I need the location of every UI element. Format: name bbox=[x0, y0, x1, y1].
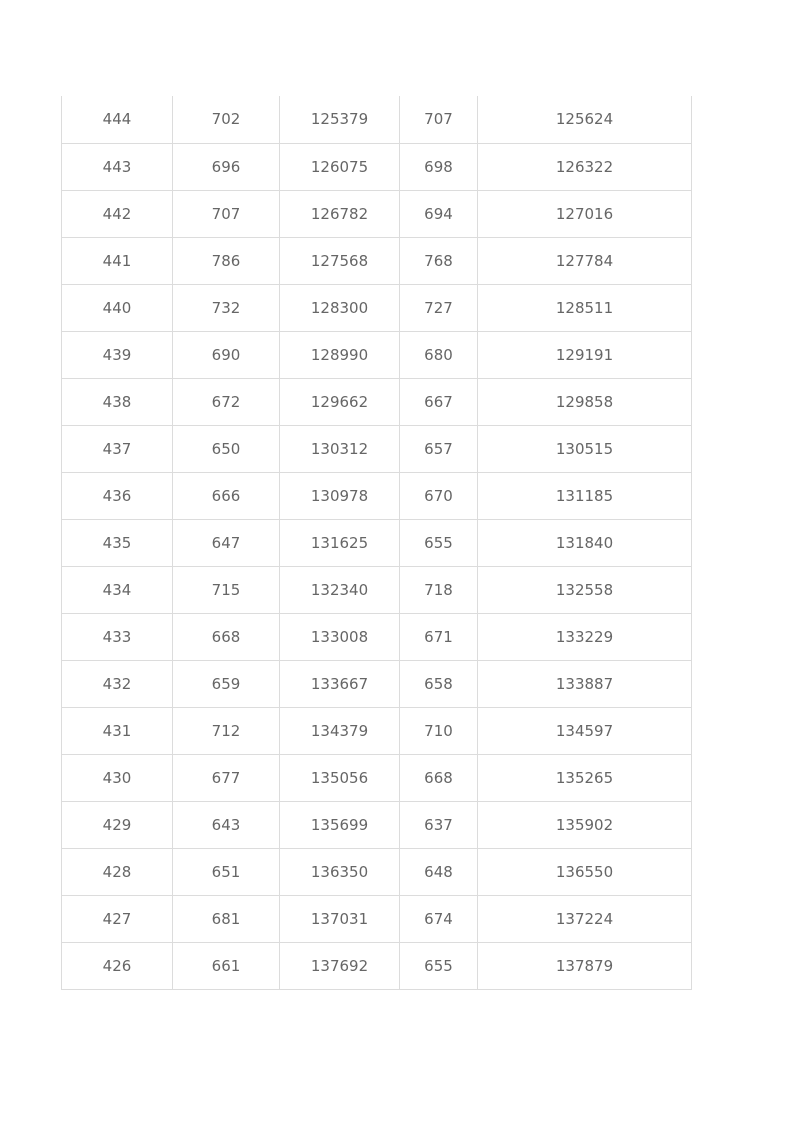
score-cell: 431 bbox=[62, 707, 173, 754]
count-a-cell: 786 bbox=[173, 237, 280, 284]
score-cell: 427 bbox=[62, 895, 173, 942]
count-b-cell: 707 bbox=[400, 96, 478, 143]
score-cell: 432 bbox=[62, 660, 173, 707]
table-row bbox=[62, 143, 692, 190]
table-row bbox=[62, 378, 692, 425]
count-b-cell: 680 bbox=[400, 331, 478, 378]
cumulative-b-cell: 126322 bbox=[478, 143, 692, 190]
cumulative-a-cell: 128990 bbox=[280, 331, 400, 378]
cumulative-b-cell: 125624 bbox=[478, 96, 692, 143]
count-a-cell: 715 bbox=[173, 566, 280, 613]
count-a-cell: 677 bbox=[173, 754, 280, 801]
table-row bbox=[62, 284, 692, 331]
cumulative-b-cell: 137879 bbox=[478, 942, 692, 989]
score-cell: 438 bbox=[62, 378, 173, 425]
cumulative-b-cell: 129858 bbox=[478, 378, 692, 425]
score-cell: 434 bbox=[62, 566, 173, 613]
score-cell: 441 bbox=[62, 237, 173, 284]
count-a-cell: 707 bbox=[173, 190, 280, 237]
table-body bbox=[62, 96, 692, 989]
cumulative-a-cell: 126782 bbox=[280, 190, 400, 237]
cumulative-a-cell: 135056 bbox=[280, 754, 400, 801]
cumulative-b-cell: 137224 bbox=[478, 895, 692, 942]
table-row bbox=[62, 190, 692, 237]
cumulative-a-cell: 130978 bbox=[280, 472, 400, 519]
count-b-cell: 655 bbox=[400, 942, 478, 989]
cumulative-a-cell: 133008 bbox=[280, 613, 400, 660]
cumulative-a-cell: 128300 bbox=[280, 284, 400, 331]
count-a-cell: 690 bbox=[173, 331, 280, 378]
score-cell: 435 bbox=[62, 519, 173, 566]
count-a-cell: 672 bbox=[173, 378, 280, 425]
cumulative-b-cell: 135265 bbox=[478, 754, 692, 801]
count-b-cell: 670 bbox=[400, 472, 478, 519]
count-a-cell: 668 bbox=[173, 613, 280, 660]
score-cell: 433 bbox=[62, 613, 173, 660]
score-cell: 439 bbox=[62, 331, 173, 378]
count-a-cell: 647 bbox=[173, 519, 280, 566]
cumulative-b-cell: 131840 bbox=[478, 519, 692, 566]
table-row bbox=[62, 660, 692, 707]
count-b-cell: 671 bbox=[400, 613, 478, 660]
count-b-cell: 710 bbox=[400, 707, 478, 754]
table-row bbox=[62, 566, 692, 613]
count-a-cell: 650 bbox=[173, 425, 280, 472]
count-a-cell: 702 bbox=[173, 96, 280, 143]
score-cell: 428 bbox=[62, 848, 173, 895]
score-cell: 440 bbox=[62, 284, 173, 331]
table-row bbox=[62, 237, 692, 284]
score-cell: 426 bbox=[62, 942, 173, 989]
cumulative-a-cell: 127568 bbox=[280, 237, 400, 284]
count-a-cell: 696 bbox=[173, 143, 280, 190]
count-a-cell: 661 bbox=[173, 942, 280, 989]
count-b-cell: 718 bbox=[400, 566, 478, 613]
table-row bbox=[62, 942, 692, 989]
cumulative-b-cell: 134597 bbox=[478, 707, 692, 754]
table-row bbox=[62, 96, 692, 143]
count-b-cell: 667 bbox=[400, 378, 478, 425]
table-row bbox=[62, 848, 692, 895]
count-b-cell: 637 bbox=[400, 801, 478, 848]
count-a-cell: 732 bbox=[173, 284, 280, 331]
count-b-cell: 727 bbox=[400, 284, 478, 331]
score-cell: 436 bbox=[62, 472, 173, 519]
cumulative-b-cell: 127016 bbox=[478, 190, 692, 237]
cumulative-a-cell: 132340 bbox=[280, 566, 400, 613]
cumulative-b-cell: 136550 bbox=[478, 848, 692, 895]
count-a-cell: 659 bbox=[173, 660, 280, 707]
cumulative-a-cell: 130312 bbox=[280, 425, 400, 472]
table-row bbox=[62, 801, 692, 848]
count-b-cell: 768 bbox=[400, 237, 478, 284]
cumulative-b-cell: 133887 bbox=[478, 660, 692, 707]
score-cell: 443 bbox=[62, 143, 173, 190]
cumulative-b-cell: 127784 bbox=[478, 237, 692, 284]
count-b-cell: 648 bbox=[400, 848, 478, 895]
table-row bbox=[62, 613, 692, 660]
count-a-cell: 643 bbox=[173, 801, 280, 848]
count-b-cell: 655 bbox=[400, 519, 478, 566]
count-a-cell: 681 bbox=[173, 895, 280, 942]
cumulative-b-cell: 133229 bbox=[478, 613, 692, 660]
cumulative-a-cell: 136350 bbox=[280, 848, 400, 895]
cumulative-a-cell: 133667 bbox=[280, 660, 400, 707]
table-row bbox=[62, 707, 692, 754]
cumulative-b-cell: 130515 bbox=[478, 425, 692, 472]
score-cell: 442 bbox=[62, 190, 173, 237]
table-row bbox=[62, 519, 692, 566]
table-row bbox=[62, 331, 692, 378]
cumulative-a-cell: 125379 bbox=[280, 96, 400, 143]
cumulative-b-cell: 131185 bbox=[478, 472, 692, 519]
cumulative-a-cell: 137692 bbox=[280, 942, 400, 989]
score-distribution-table bbox=[61, 96, 692, 990]
cumulative-a-cell: 134379 bbox=[280, 707, 400, 754]
count-a-cell: 712 bbox=[173, 707, 280, 754]
cumulative-a-cell: 131625 bbox=[280, 519, 400, 566]
cumulative-a-cell: 135699 bbox=[280, 801, 400, 848]
count-a-cell: 666 bbox=[173, 472, 280, 519]
count-b-cell: 668 bbox=[400, 754, 478, 801]
table-row bbox=[62, 754, 692, 801]
cumulative-b-cell: 132558 bbox=[478, 566, 692, 613]
count-b-cell: 694 bbox=[400, 190, 478, 237]
table-row bbox=[62, 425, 692, 472]
score-cell: 429 bbox=[62, 801, 173, 848]
count-a-cell: 651 bbox=[173, 848, 280, 895]
cumulative-b-cell: 128511 bbox=[478, 284, 692, 331]
table-row bbox=[62, 895, 692, 942]
count-b-cell: 658 bbox=[400, 660, 478, 707]
count-b-cell: 698 bbox=[400, 143, 478, 190]
count-b-cell: 674 bbox=[400, 895, 478, 942]
score-cell: 437 bbox=[62, 425, 173, 472]
cumulative-a-cell: 137031 bbox=[280, 895, 400, 942]
cumulative-b-cell: 135902 bbox=[478, 801, 692, 848]
score-cell: 444 bbox=[62, 96, 173, 143]
cumulative-b-cell: 129191 bbox=[478, 331, 692, 378]
cumulative-a-cell: 126075 bbox=[280, 143, 400, 190]
count-b-cell: 657 bbox=[400, 425, 478, 472]
table-row bbox=[62, 472, 692, 519]
score-cell: 430 bbox=[62, 754, 173, 801]
cumulative-a-cell: 129662 bbox=[280, 378, 400, 425]
